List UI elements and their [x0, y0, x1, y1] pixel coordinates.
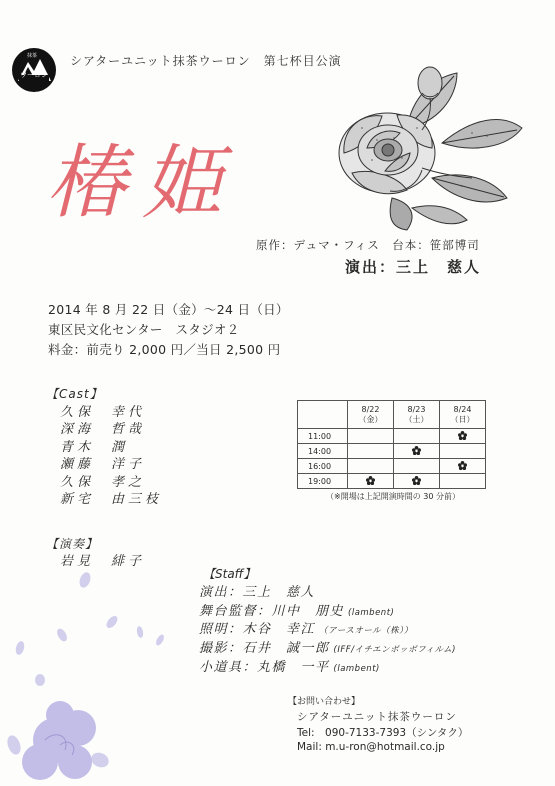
petals-decoration — [0, 540, 210, 786]
schedule-cell — [440, 474, 486, 489]
schedule-cell — [440, 444, 486, 459]
schedule-cell — [348, 459, 394, 474]
cast-member: 瀬藤 洋子 — [60, 457, 146, 473]
schedule-cell — [394, 444, 440, 459]
staff-role-name: 小道具：丸橋 一平 — [199, 659, 330, 675]
cast-member: 新宅 由三枝 — [60, 491, 163, 507]
cast-member: 深海 哲哉 — [60, 422, 146, 438]
cast-list — [60, 404, 162, 508]
schedule-corner — [298, 401, 348, 429]
staff-member — [199, 584, 456, 603]
schedule-date-header: 8/24 （日） — [440, 401, 486, 429]
cast-member: 青木 潤 — [60, 439, 129, 455]
schedule-row — [298, 429, 486, 444]
schedule-row — [298, 444, 486, 459]
flower-mark-icon — [458, 431, 467, 440]
logo-text: ウーロン — [20, 71, 48, 79]
schedule-time: 14:00 — [298, 444, 348, 459]
contact-tel: Tel: 090-7133-7393（シンタク） — [297, 727, 469, 739]
flower-mark-icon — [366, 476, 375, 485]
staff-member — [199, 659, 456, 678]
cast-member: 久保 幸代 — [60, 405, 146, 420]
director-credit: 演出：三上 慈人 — [345, 258, 482, 276]
event-dates: 2014 年 8 月 22 日（金）〜24 日（日） — [48, 302, 289, 317]
cast-member: 久保 孝之 — [60, 474, 146, 490]
music-section-title: 【演奏】 — [46, 537, 99, 551]
staff-section-title: 【Staff】 — [203, 567, 256, 581]
schedule-cell — [394, 429, 440, 444]
schedule-cell — [440, 429, 486, 444]
staff-member — [199, 603, 456, 622]
flower-mark-icon — [412, 476, 421, 485]
contact-mail: Mail: m.u-ron@hotmail.co.jp — [297, 741, 445, 753]
schedule-time: 19:00 — [298, 474, 348, 489]
staff-affiliation: (IFF/イチエンボッボフィルム) — [333, 645, 456, 656]
event-venue: 東区民文化センター スタジオ２ — [48, 322, 240, 337]
staff-affiliation: (lambent) — [348, 607, 395, 618]
camellia-illustration — [322, 58, 527, 233]
staff-affiliation: (lambent) — [333, 663, 380, 674]
staff-list — [199, 584, 456, 677]
staff-role-name: 演出：三上 慈人 — [199, 585, 316, 600]
schedule-row — [298, 459, 486, 474]
schedule-time: 11:00 — [298, 429, 348, 444]
schedule-row — [298, 474, 486, 489]
schedule-cell — [348, 429, 394, 444]
troupe-header: シアターユニット抹茶ウーロン 第七杯目公演 — [70, 54, 342, 68]
performance-schedule — [297, 400, 486, 489]
staff-member — [199, 621, 456, 640]
flower-mark-icon — [412, 446, 421, 455]
play-title: 椿姫 — [46, 136, 238, 229]
schedule-note: （※開場は上記開演時間の 30 分前） — [326, 492, 460, 501]
cast-section-title: 【Cast】 — [46, 387, 103, 401]
ticket-price: 料金：前売り 2,000 円／当日 2,500 円 — [48, 342, 281, 357]
schedule-time: 16:00 — [298, 459, 348, 474]
staff-role-name: 撮影：石井 誠一郎 — [199, 641, 330, 657]
contact-title: 【お問い合わせ】 — [288, 697, 361, 707]
staff-role-name: 照明：木谷 幸江 — [199, 622, 316, 638]
original-author-credit: 原作：デュマ・フィス 台本：笹部博司 — [256, 238, 480, 252]
schedule-date-header: 8/23 （土） — [394, 401, 440, 429]
staff-role-name: 舞台監督：川中 朋史 — [199, 603, 345, 619]
staff-member — [199, 640, 456, 659]
music-member: 岩見 緋子 — [60, 554, 146, 569]
schedule-cell — [348, 444, 394, 459]
schedule-date-header: 8/22 （金） — [348, 401, 394, 429]
schedule-cell — [348, 474, 394, 489]
staff-affiliation: （アースオール（株）） — [319, 626, 413, 637]
flower-mark-icon — [458, 461, 467, 470]
schedule-cell — [394, 474, 440, 489]
schedule-cell — [394, 459, 440, 474]
logo-top-text: 抹茶 — [27, 53, 38, 59]
contact-org: シアターユニット抹茶ウーロン — [297, 711, 457, 723]
schedule-cell — [440, 459, 486, 474]
